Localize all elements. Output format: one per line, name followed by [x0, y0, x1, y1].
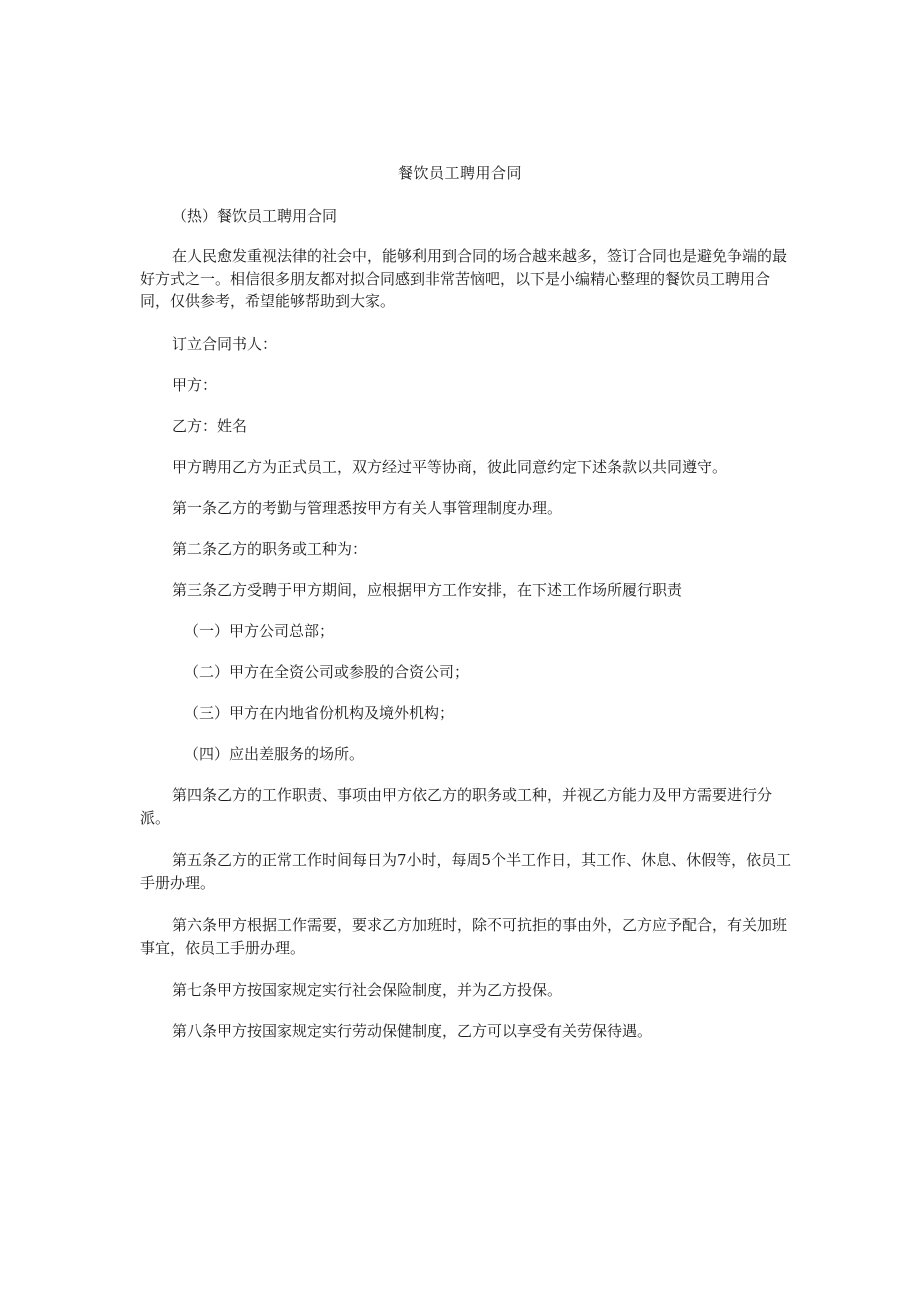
article-5: 第五条乙方的正常工作时间每日为7小时，每周5个半工作日，其工作、休息、休假等，依员工手册办理。 [140, 851, 792, 892]
article-3-item-2: （二）甲方在全资公司或参股的合资公司； [184, 663, 470, 681]
document-title: 餐饮员工聘用合同 [397, 164, 522, 182]
article-4: 第四条乙方的工作职责、事项由甲方依乙方的职务或工种，并视乙方能力及甲方需要进行分派。 [140, 786, 773, 827]
paragraph-agreement: 甲方聘用乙方为正式员工，双方经过平等协商，彼此同意约定下述条款以共同遵守。 [172, 458, 728, 476]
article-3-item-1: （一）甲方公司总部； [184, 622, 335, 640]
paragraph-signers: 订立合同书人： [172, 335, 278, 353]
paragraph-party-a: 甲方： [172, 376, 218, 394]
article-3-item-4: （四）应出差服务的场所。 [184, 745, 365, 763]
article-8: 第八条甲方按国家规定实行劳动保健制度，乙方可以享受有关劳保待遇。 [172, 1022, 653, 1040]
paragraph-intro: 在人民愈发重视法律的社会中，能够利用到合同的场合越来越多，签订合同也是避免争端的最好方式之一。相信很多朋友都对拟合同感到非常苦恼吧，以下是小编精心整理的餐饮员工聘用合同，仅供参考，希望能够帮助到大家。 [140, 247, 788, 310]
article-1: 第一条乙方的考勤与管理悉按甲方有关人事管理制度办理。 [172, 499, 563, 517]
article-3: 第三条乙方受聘于甲方期间，应根据甲方工作安排，在下述工作场所履行职责 [172, 581, 683, 599]
article-3-item-3: （三）甲方在内地省份机构及境外机构； [184, 704, 455, 722]
paragraph-subtitle: （热）餐饮员工聘用合同 [172, 207, 338, 225]
article-2: 第二条乙方的职务或工种为： [172, 540, 368, 558]
article-6: 第六条甲方根据工作需要，要求乙方加班时，除不可抗拒的事由外，乙方应予配合，有关加班事宜，依员工手册办理。 [140, 916, 788, 957]
article-7: 第七条甲方按国家规定实行社会保险制度，并为乙方投保。 [172, 981, 563, 999]
paragraph-party-b: 乙方：姓名 [172, 417, 248, 435]
